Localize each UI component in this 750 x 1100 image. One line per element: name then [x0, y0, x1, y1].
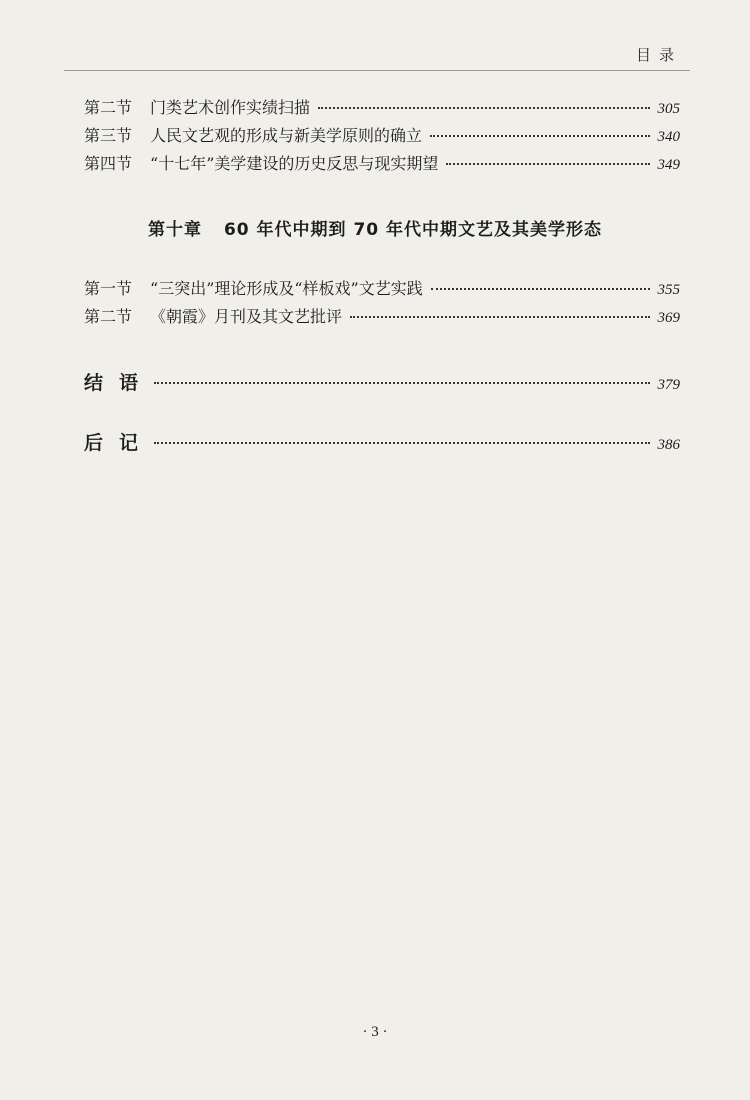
toc-entry[interactable] — [84, 307, 680, 328]
chapter-heading — [0, 215, 750, 240]
section-title: “十七年”美学建设的历史反思与现实期望 — [150, 154, 439, 173]
section-number: 第二节 — [84, 307, 133, 326]
section-title: “三突出”理论形成及“样板戏”文艺实践 — [150, 279, 423, 298]
section-title: 《朝霞》月刊及其文艺批评 — [150, 307, 343, 326]
chapter-number: 第十章 — [147, 220, 202, 240]
dot-leader — [154, 442, 649, 444]
page-ref: 379 — [657, 377, 680, 393]
page-ref: 349 — [657, 157, 680, 173]
page-ref: 386 — [657, 437, 680, 453]
toc-entry[interactable] — [84, 126, 680, 147]
page-ref: 369 — [657, 310, 680, 326]
page-ref: 355 — [657, 282, 680, 298]
toc-entry-conclusion[interactable] — [84, 368, 680, 395]
dot-leader — [446, 163, 649, 165]
dot-leader — [350, 316, 649, 318]
section-number: 第一节 — [84, 279, 133, 298]
chapter-title: 60 年代中期到 70 年代中期文艺及其美学形态 — [223, 220, 603, 240]
section-number: 第三节 — [84, 126, 133, 145]
header-rule — [64, 70, 690, 71]
section-number: 第四节 — [84, 154, 133, 173]
page-ref: 305 — [657, 101, 680, 117]
toc-entry[interactable] — [84, 98, 680, 119]
dot-leader — [154, 382, 649, 384]
page-number: · 3 · — [362, 1024, 388, 1040]
running-head: 目录 — [635, 46, 682, 64]
dot-leader — [431, 288, 650, 290]
entry-title: 结语 — [84, 372, 155, 394]
section-number: 第二节 — [84, 98, 133, 117]
dot-leader — [430, 135, 649, 137]
section-title: 人民文艺观的形成与新美学原则的确立 — [150, 126, 423, 145]
dot-leader — [318, 107, 649, 109]
toc-entry[interactable] — [84, 154, 680, 175]
entry-title: 后记 — [84, 432, 155, 454]
section-title: 门类艺术创作实绩扫描 — [150, 98, 311, 117]
page-ref: 340 — [657, 129, 680, 145]
toc-entry-afterword[interactable] — [84, 428, 680, 455]
toc-entry[interactable] — [84, 279, 680, 300]
